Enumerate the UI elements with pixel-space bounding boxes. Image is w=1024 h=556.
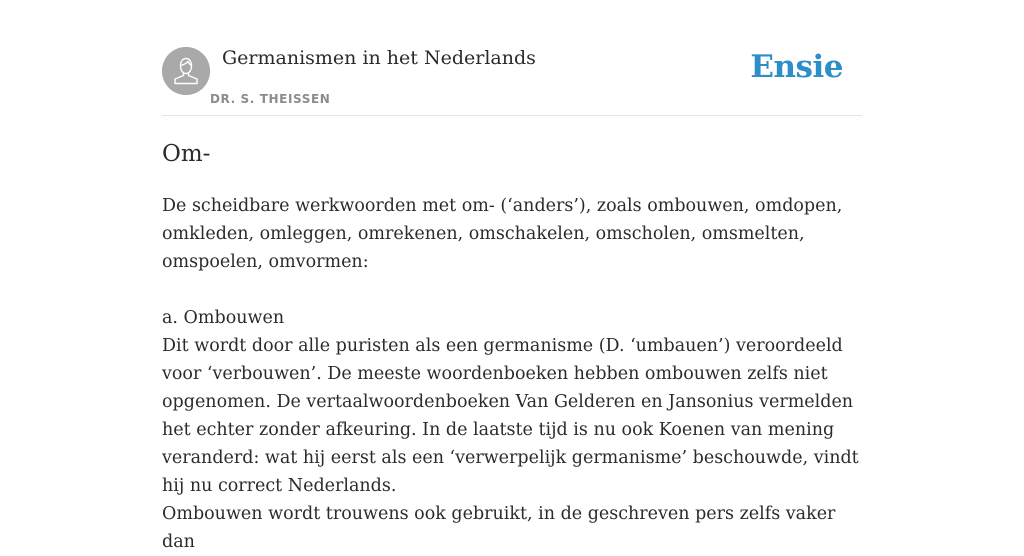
article-body [162,192,862,556]
section-a-paragraph: Dit wordt door alle puristen als een germanisme (D. ‘umbauen’) veroordeeld voor ‘verbouwen’. De meeste woordenboeken hebben ombouwen zelfs niet opgenomen. De vertaalwoordenboeken Van Gelderen en Jansonius vermelden het echter zonder afkeuring. In de laatste tijd is nu ook Koenen van mening veranderd: wat hij eerst als een ‘verwerpelijk germanisme’ beschouwde, vindt hij nu correct Nederlands. [162,336,859,496]
paragraph-spacer [162,276,862,304]
user-silhouette-icon [162,47,210,95]
document-title[interactable]: Germanismen in het Nederlands [222,47,536,69]
author-name[interactable]: DR. S. THEISSEN [210,92,331,106]
article-intro-paragraph: De scheidbare werkwoorden met om- (‘anders’), zoals ombouwen, omdopen, omkleden, omleggen, omrekenen, omschakelen, omscholen, omsmelten, omspoelen, omvormen: [162,196,843,272]
author-avatar[interactable] [162,47,210,95]
section-a-title: a. Ombouwen [162,308,285,328]
header-divider [162,115,862,116]
article-heading: Om- [162,141,211,167]
section-a-continuation: Ombouwen wordt trouwens ook gebruikt, in de geschreven pers zelfs vaker dan [162,504,836,552]
brand-logo[interactable]: Ensie [750,49,843,85]
article-page [162,0,862,552]
